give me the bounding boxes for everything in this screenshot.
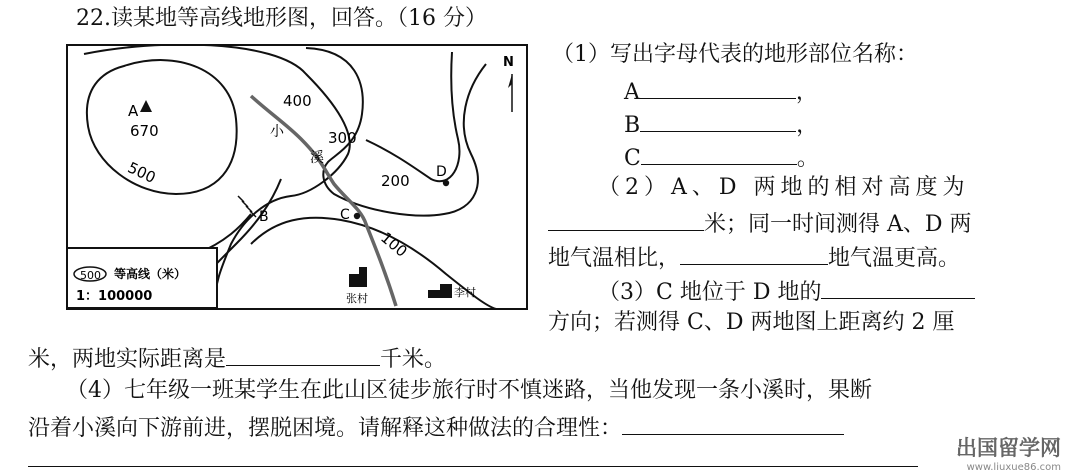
stream-label-1: 小 — [270, 124, 284, 140]
contour-label-300: 300 — [328, 129, 357, 147]
answer-blank-height[interactable] — [548, 210, 704, 231]
q1-a-row — [624, 78, 818, 104]
answer-blank-direction[interactable] — [821, 278, 975, 299]
q1-b-label: B — [624, 112, 641, 138]
stream-label-2: 溪 — [310, 150, 324, 166]
q1-a-comma: ， — [795, 79, 818, 105]
contour-label-100: 100 — [377, 228, 411, 261]
q3-line1-text: （3）C 地位于 D 地的 — [598, 279, 822, 305]
q2-line2-text: 米；同一时间测得 A、D 两 — [704, 211, 972, 237]
q3-line3-text-a: 米，两地实际距离是 — [28, 346, 227, 372]
q1-prompt: （1）写出字母代表的地形部位名称： — [552, 42, 918, 67]
q4-line2-text: 沿着小溪向下游前进，摆脱困境。请解释这种做法的合理性： — [28, 415, 623, 441]
q2-line3 — [548, 244, 960, 270]
contour-line-200 — [366, 52, 459, 181]
contour-label-500: 500 — [124, 158, 159, 187]
q4-line1: （4）七年级一班某学生在此山区徒步旅行时不慎迷路，当他发现一条小溪时，果断 — [66, 378, 872, 403]
answer-blank-distance[interactable] — [226, 345, 380, 366]
q3-line2: 方向；若测得 C、D 两地图上距离约 2 厘 — [548, 310, 955, 335]
north-arrow-icon — [508, 74, 512, 112]
watermark-url: www.liuxue86.com — [966, 462, 1061, 473]
q2-line2 — [548, 210, 972, 236]
watermark-site: 出国留学网 — [956, 436, 1061, 460]
contour-label-400: 400 — [283, 92, 312, 110]
village-icon — [349, 267, 367, 287]
contour-label-200: 200 — [381, 172, 410, 190]
map-scale: 1：100000 — [76, 289, 153, 304]
legend-text: 等高线（米） — [114, 267, 187, 281]
answer-blank-reason-line2[interactable] — [28, 466, 918, 467]
q2-line1: （2）A、D 两地的相对高度为 — [598, 175, 970, 200]
peak-marker-icon — [140, 100, 152, 112]
contour-map — [66, 44, 528, 310]
question-title: 22.读某地等高线地形图，回答。（16 分） — [76, 6, 487, 31]
point-b-label: B — [259, 209, 269, 225]
answer-blank-a[interactable] — [640, 78, 796, 99]
q3-line3 — [28, 345, 446, 371]
watermark — [956, 432, 1061, 473]
point-d-label: D — [436, 164, 447, 180]
q2-line3-text-b: 地气温更高。 — [828, 245, 961, 271]
q1-c-row — [624, 144, 819, 170]
village-icon — [428, 284, 452, 298]
contour-line-500 — [87, 60, 237, 194]
answer-blank-b[interactable] — [640, 111, 796, 132]
answer-blank-reason[interactable] — [622, 414, 844, 435]
q1-c-label: C — [624, 145, 641, 171]
q1-c-period: 。 — [796, 145, 819, 171]
q1-a-label: A — [624, 79, 640, 105]
village-label-licun: 李村 — [454, 286, 476, 299]
point-c-dot — [354, 213, 360, 219]
q1-b-row — [624, 111, 818, 137]
point-c-label: C — [340, 207, 350, 223]
answer-blank-c[interactable] — [641, 144, 797, 165]
point-d-dot — [443, 180, 449, 186]
q1-b-comma: ， — [796, 112, 819, 138]
north-label: N — [503, 55, 514, 70]
answer-blank-temperature[interactable] — [680, 244, 828, 265]
village-label-zhangcun: 张村 — [346, 292, 368, 305]
q2-line3-text-a: 地气温相比， — [548, 245, 681, 271]
q3-line1 — [598, 278, 975, 304]
q3-line3-text-b: 千米。 — [380, 346, 447, 372]
cliff-hatch — [238, 196, 256, 217]
peak-label: A — [128, 102, 139, 120]
q4-line2 — [28, 414, 844, 440]
legend-contour-value: 500 — [80, 269, 101, 282]
peak-height: 670 — [130, 122, 159, 140]
